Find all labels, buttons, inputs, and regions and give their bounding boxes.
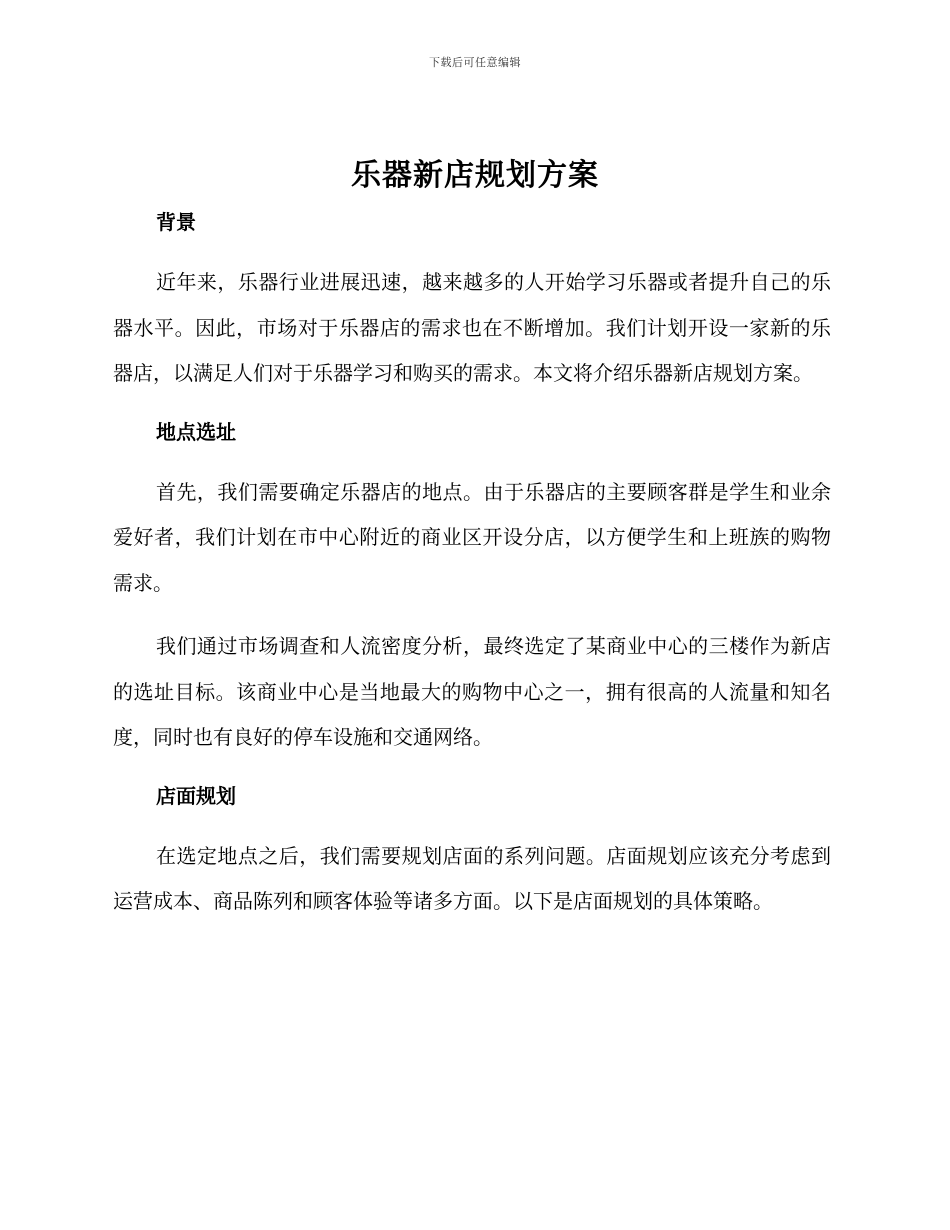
document-body xyxy=(113,205,831,925)
section-heading: 地点选址 xyxy=(156,419,236,444)
document-title: 乐器新店规划方案 xyxy=(351,158,599,193)
header-note: 下载后可任意编辑 xyxy=(429,56,521,69)
section-background xyxy=(113,205,831,397)
section-heading: 店面规划 xyxy=(156,783,236,808)
section-storefront xyxy=(113,779,831,925)
paragraph: 近年来，乐器行业进展迅速，越来越多的人开始学习乐器或者提升自己的乐器水平。因此，市场对于乐器店的需求也在不断增加。我们计划开设一家新的乐器店，以满足人们对于乐器学习和购买的需求。本文将介绍乐器新店规划方案。 xyxy=(113,270,831,385)
section-heading: 背景 xyxy=(156,210,196,234)
paragraph: 我们通过市场调查和人流密度分析，最终选定了某商业中心的三楼作为新店的选址目标。该商业中心是当地最大的购物中心之一，拥有很高的人流量和知名度，同时也有良好的停车设施和交通网络。 xyxy=(113,634,831,749)
section-location xyxy=(113,415,831,761)
paragraph: 在选定地点之后，我们需要规划店面的系列问题。店面规划应该充分考虑到运营成本、商品陈列和顾客体验等诸多方面。以下是店面规划的具体策略。 xyxy=(113,843,831,913)
paragraph: 首先，我们需要确定乐器店的地点。由于乐器店的主要顾客群是学生和业余爱好者，我们计划在市中心附近的商业区开设分店，以方便学生和上班族的购物需求。 xyxy=(113,479,831,595)
